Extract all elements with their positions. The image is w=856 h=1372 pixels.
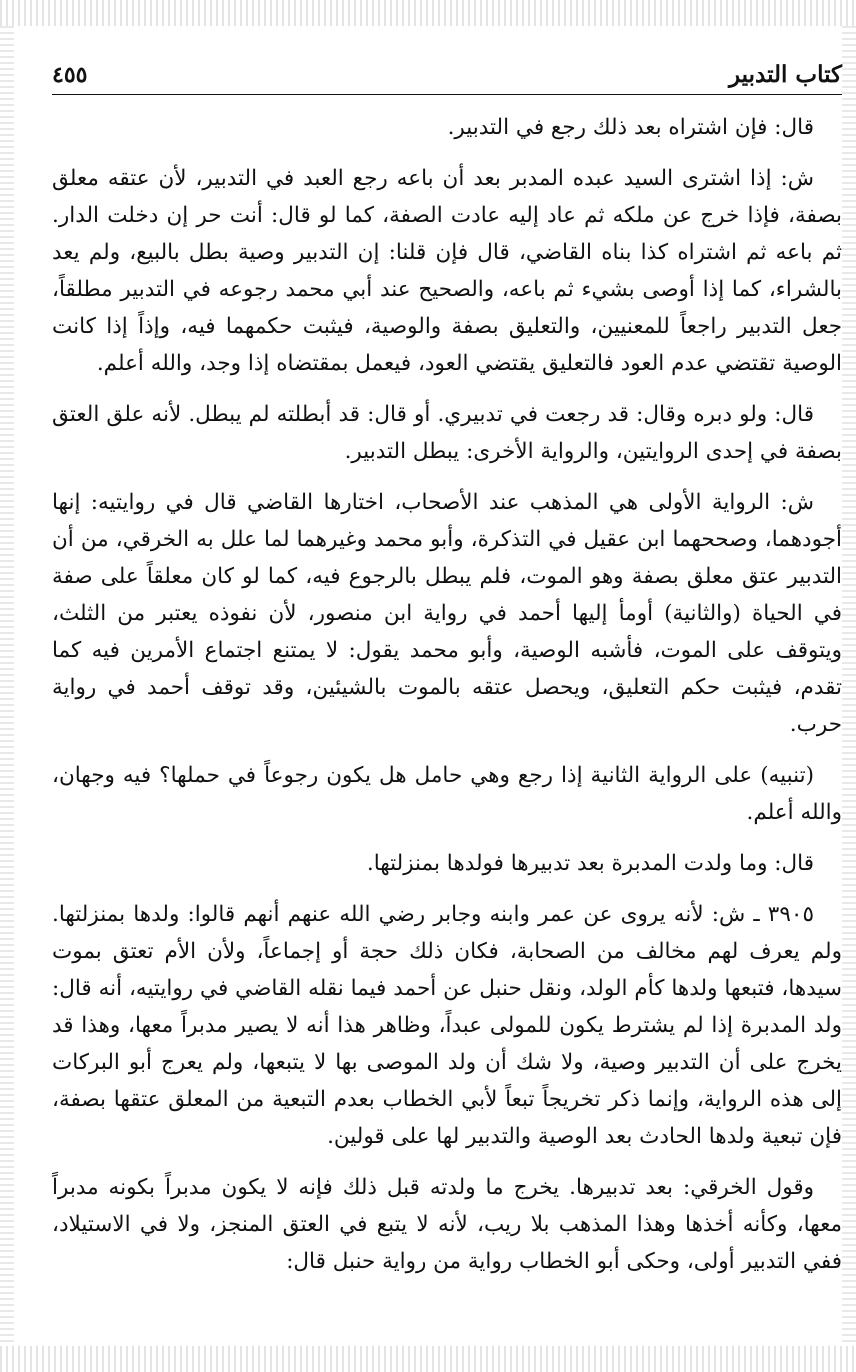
text-paragraph: ش: الرواية الأولى هي المذهب عند الأصحاب، اختارها القاضي قال في روايتيه: إنها أجودهما، وصححهما ابن عقيل في التذكرة، وأبو محمد وغيرهما لما علل به الخرقي، من أن التدبير عتق معلق بصفة وهو الموت، فلم يبطل بالرجوع فيه، كما لو كان معلقاً على صفة في الحياة (والثانية) أومأ إليها أحمد في رواية ابن منصور، لأن نفوذه يعتبر من الثلث، ويتوقف على الموت، فأشبه الوصية، وأبو محمد يقول: لا يمتنع اجتماع الأمرين فيه كما تقدم، فيثبت حكم التعليق، ويحصل عتقه بالموت بالشيئين، وقد توقف أحمد في رواية حرب. xyxy=(52,490,842,737)
text-paragraph: وقول الخرقي: بعد تدبيرها. يخرج ما ولدته قبل ذلك فإنه لا يكون مدبراً بكونه مدبراً معها، وكأنه أخذها وهذا المذهب بلا ريب، لأنه لا يتبع في العتق المنجز، ولا في الاستيلاد، ففي التدبير أولى، وحكى أبو الخطاب رواية من رواية حنبل قال: xyxy=(52,1175,842,1274)
text-paragraph: قال: فإن اشتراه بعد ذلك رجع في التدبير. xyxy=(447,115,814,140)
page-number: ٤٥٥ xyxy=(52,62,88,88)
page-body xyxy=(52,109,842,1280)
running-title: كتاب التدبير xyxy=(728,61,842,88)
text-paragraph: ش: إذا اشترى السيد عبده المدبر بعد أن باعه رجع العبد في التدبير، لأن عتقه معلق بصفة، فإذا خرج عن ملكه ثم عاد إليه عادت الصفة، كما لو قال: أنت حر إن دخلت الدار. ثم باعه ثم اشتراه كذا بناه القاضي، قال فإن قلنا: إن التدبير وصية بطل بالبيع، ولم يعد بالشراء، كما إذا أوصى بشيء ثم باعه، والصحيح عند أبي محمد رجوعه في التدبير مطلقاً، جعل التدبير راجعاً للمعنيين، والتعليق بصفة والوصية، فيثبت حكمهما فيه، وإذاً إذا كانت الوصية تقتضي عدم العود فالتعليق يقتضي العود، فيعمل بمقتضاه إذا وجد، والله أعلم. xyxy=(52,166,842,376)
text-paragraph: (تنبيه) على الرواية الثانية إذا رجع وهي حامل هل يكون رجوعاً في حملها؟ فيه وجهان، والله أعلم. xyxy=(52,763,842,825)
ornamental-border-right xyxy=(842,26,856,1346)
ornamental-border-left xyxy=(0,26,14,1346)
ornamental-border-top xyxy=(0,0,856,26)
text-paragraph: ٣٩٠٥ ـ ش: لأنه يروى عن عمر وابنه وجابر رضي الله عنهم أنهم قالوا: ولدها بمنزلتها. ولم يعرف لهم مخالف من الصحابة، فكان ذلك حجة أو إجماعاً، ولأن الأم تعتق بموت سيدها، فتبعها ولدها كأم الولد، ونقل حنبل عن أحمد فيما نقله القاضي في روايتيه، أنه قال: ولد المدبرة إذا لم يشترط يكون للمولى عبداً، وظاهر هذا أنه لا يصير مدبراً معها، وهذا قد يخرج على أن التدبير وصية، ولا شك أن ولد الموصى بها لا يتبعها، ولم يعرج أبو البركات إلى هذه الرواية، وإنما ذكر تخريجاً تبعاً لأبي الخطاب بعدم التبعية من المعلق عتقها بصفة، فإن تبعية ولدها الحادث بعد الوصية والتدبير لها على قولين. xyxy=(52,902,842,1149)
page-header xyxy=(52,56,842,95)
ornamental-border-bottom xyxy=(0,1346,856,1372)
book-page xyxy=(52,56,842,1346)
text-paragraph: قال: ولو دبره وقال: قد رجعت في تدبيري. أو قال: قد أبطلته لم يبطل. لأنه علق العتق بصفة في إحدى الروايتين، والرواية الأخرى: يبطل التدبير. xyxy=(52,402,842,464)
text-paragraph: قال: وما ولدت المدبرة بعد تدبيرها فولدها بمنزلتها. xyxy=(366,851,814,876)
